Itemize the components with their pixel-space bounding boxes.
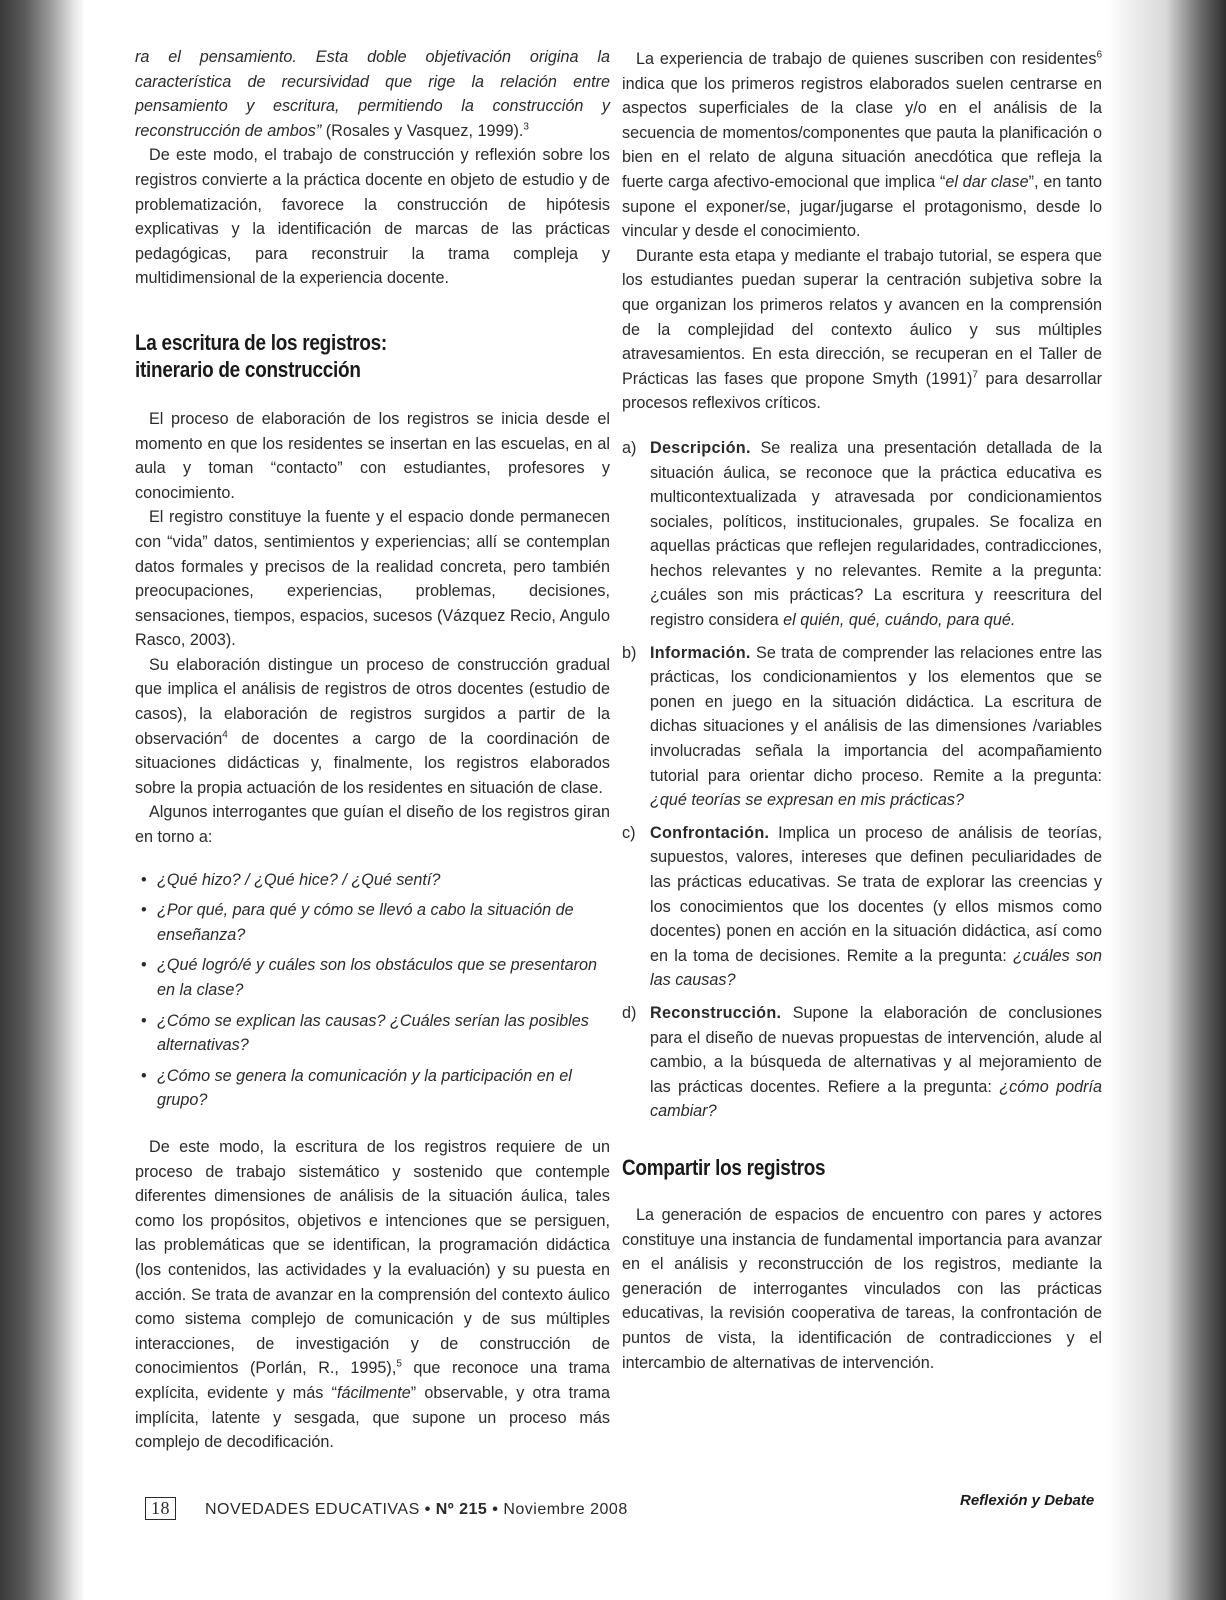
paragraph-proceso: El proceso de elaboración de los registros se inicia desde el momento en que los residentes se insertan en las escuelas, en al aula y toman “contacto” con estudiantes, profesores y conocimiento. (135, 409, 610, 502)
phase-emphasis: ¿cuáles son las causas? (650, 946, 1102, 990)
left-column (135, 45, 610, 1455)
phase-text: Implica un proceso de análisis de teorías, supuestos, valores, intereses que definen peculiaridades de las prácticas educativas. Se trata de explorar las creencias y los conocimientos que los docentes (y ellos mismos como docentes) ponen en acción en la situación didáctica, así como en la toma de decisiones. Remite a la pregunta: (650, 823, 1102, 965)
page-footer (145, 1497, 628, 1520)
etapa-text-b: para desarrollar procesos reflexivos críticos. (622, 369, 1102, 413)
section-tag: Reflexión y Debate (960, 1492, 1095, 1509)
phase-list (622, 436, 1102, 1124)
footnote-ref-5: 5 (396, 1358, 402, 1370)
scan-shadow-right (1106, 0, 1226, 1600)
issue-date: Noviembre 2008 (503, 1501, 628, 1518)
question-list (135, 868, 610, 1113)
section-heading-escritura (135, 329, 544, 383)
elaboracion-text-b: de docentes a cargo de la coordinación de situaciones didácticas y, finalmente, los registros elaborados sobre la propia actuación de los residentes en situación de clase. (135, 729, 610, 797)
footer-separator: • (424, 1501, 431, 1518)
experiencia-text-b: indica que los primeros registros elaborados suelen centrarse en aspectos superficiales de la clase y/o en el análisis de la secuencia de momentos/componentes que pauta la planificación o bien en el relato de alguna situación anecdótica que refleja la fuerte carga afectivo-emocional que implica “ (622, 74, 1102, 191)
footnote-ref-3: 3 (523, 121, 529, 133)
heading-line-1: La escritura de los registros: (135, 329, 387, 355)
question-item: • ¿Qué logró/é y cuáles son los obstáculos que se presentaron en la clase? (135, 953, 610, 1002)
phase-title: Descripción. (650, 438, 751, 457)
footnote-ref-7: 7 (972, 369, 978, 381)
opening-quote: ra el pensamiento. Esta doble objetivación origina la característica de recursividad que rige la relación entre pensamiento y escritura, permitiendo la construcción y reconstrucción de ambos” (135, 48, 610, 140)
question-item: • ¿Qué hizo? / ¿Qué hice? / ¿Qué sentí? (135, 868, 610, 893)
scan-shadow-left (0, 0, 85, 1600)
paragraph-transition: De este modo, el trabajo de construcción y reflexión sobre los registros convierte a la práctica docente en objeto de estudio y de problematización, favorece la construcción de hipótesis explicativas y la identificación de marcas de las prácticas pedagógicas, para reconstruir la trama compleja y multidimensional de la experiencia docente. (135, 146, 610, 288)
final-text-a: De este modo, la escritura de los registros requiere de un proceso de trabajo sistemático y sostenido que contemple diferentes dimensiones de análisis de la situación áulica, tales como los propósitos, objetivos e intenciones que se persiguen, las problemáticas que se identifican, la programación didáctica (los contenidos, las actividades y la evaluación) y su puesta en acción. Se trata de avanzar en la comprensión del contexto áulico como sistema complejo de comunicación y de sus múltiples interacciones, de investigación y de construcción de conocimientos (Porlán, R., 1995), (135, 1137, 610, 1378)
phase-title: Información. (650, 643, 751, 662)
phase-item-confrontacion (622, 821, 1102, 993)
magazine-name: NOVEDADES EDUCATIVAS (204, 1501, 420, 1518)
paragraph-final (135, 1135, 610, 1455)
paragraph-etapa (622, 244, 1102, 416)
right-column (622, 47, 1102, 1375)
paragraph-compartir: La generación de espacios de encuentro con pares y actores constituye una instancia de fundamental importancia para avanzar en el análisis y reconstrucción de los registros, mediante la generación de interrogantes vinculados con las prácticas educativas, la revisión cooperativa de tareas, la confrontación de puntos de vista, la identificación de contradicciones y el intercambio de alternativas de intervención. (622, 1205, 1102, 1372)
footnote-ref-4: 4 (222, 729, 228, 741)
question-item: • ¿Cómo se genera la comunicación y la participación en el grupo? (135, 1064, 610, 1113)
phase-letter: c) (622, 823, 636, 842)
footer-separator: • (492, 1501, 499, 1518)
opening-citation: (Rosales y Vasquez, 1999). (321, 121, 524, 140)
paragraph-elaboracion (135, 653, 610, 801)
phase-letter: b) (622, 643, 637, 662)
section-heading-compartir: Compartir los registros (622, 1154, 826, 1180)
phase-emphasis: ¿qué teorías se expresan en mis prácticas? (650, 791, 965, 810)
phase-item-reconstruccion (622, 1001, 1102, 1124)
etapa-text-a: Durante esta etapa y mediante el trabajo tutorial, se espera que los estudiantes puedan superar la centración subjetiva sobre la que organizan los primeros relatos y avancen en la comprensión de la complejidad del contexto áulico y sus múltiples atravesamientos. En esta dirección, se recuperan en el Taller de Prácticas las fases que propone Smyth (1991) (622, 246, 1102, 388)
phase-letter: d) (622, 1003, 637, 1022)
phase-item-descripcion (622, 436, 1102, 633)
question-item: • ¿Por qué, para qué y cómo se llevó a cabo la situación de enseñanza? (135, 898, 610, 947)
elaboracion-text-a: Su elaboración distingue un proceso de construcción gradual que implica el análisis de registros de otros docentes (estudio de casos), la elaboración de registros surgidos a partir de la observación (135, 655, 610, 748)
phase-item-informacion (622, 641, 1102, 813)
phase-title: Reconstrucción. (650, 1003, 782, 1022)
phase-letter: a) (622, 438, 637, 457)
experiencia-text-c: ”, en tanto supone el exponer/se, jugar/jugarse el protagonismo, desde lo vincular y desde el conocimiento. (622, 172, 1103, 241)
phase-text: Se realiza una presentación detallada de la situación áulica, se reconoce que la práctica educativa es multicontextualizada y atravesada por condicionamientos sociales, políticos, institucionales, grupales. Se focaliza en aquellas prácticas que reflejen regularidades, contradicciones, hechos relevantes y no relevantes. Remite a la pregunta: ¿cuáles son mis prácticas? La escritura y reescritura del registro considera (650, 438, 1102, 630)
paragraph-registro: El registro constituye la fuente y el espacio donde permanecen con “vida” datos, sentimientos y experiencias; allí se contemplan datos formales y precisos de la realidad concreta, pero también preocupaciones, experiencias, problemas, decisiones, sensaciones, tiempos, espacios, sucesos (Vázquez Recio, Angulo Rasco, 2003). (135, 508, 610, 650)
page-number: 18 (145, 1497, 176, 1520)
phase-text: Supone la elaboración de conclusiones para el diseño de nuevas propuestas de intervención, alude al cambio, a la búsqueda de alternativas y al mejoramiento de las prácticas docentes. Refiere a la pregunta: (650, 1003, 1102, 1096)
phase-emphasis: ¿cómo podría cambiar? (650, 1077, 1102, 1121)
experiencia-text-emphasis: el dar clase (945, 172, 1029, 191)
issue-number: Nº 215 (435, 1501, 488, 1518)
heading-line-2: itinerario de construcción (135, 356, 361, 382)
question-item: • ¿Cómo se explican las causas? ¿Cuáles serían las posibles alternativas? (135, 1009, 610, 1058)
opening-quote-paragraph (135, 45, 610, 143)
phase-text: Se trata de comprender las relaciones entre las prácticas, los condicionamientos y los elementos que se ponen en juego en la situación didáctica. La escritura de dichas situaciones y el análisis de las dimensiones /variables involucradas señala la importancia del acompañamiento tutorial para orientar dicho proceso. Remite a la pregunta: (650, 643, 1102, 785)
paragraph-experiencia (622, 47, 1102, 244)
phase-emphasis: el quién, qué, cuándo, para qué. (783, 611, 1016, 630)
phase-title: Confrontación. (650, 823, 770, 842)
final-text-c: ” observable, y otra trama implícita, latente y sesgada, que supone un proceso más complejo de decodificación. (135, 1383, 611, 1452)
final-text-b: que reconoce una trama explícita, evidente y más “ (135, 1359, 610, 1402)
paragraph-interrogantes: Algunos interrogantes que guían el diseño de los registros giran en torno a: (135, 803, 610, 847)
footnote-ref-6: 6 (1096, 49, 1102, 61)
experiencia-text-a: La experiencia de trabajo de quienes suscriben con residentes (636, 50, 1097, 68)
final-text-emphasis: fácilmente (336, 1383, 411, 1402)
